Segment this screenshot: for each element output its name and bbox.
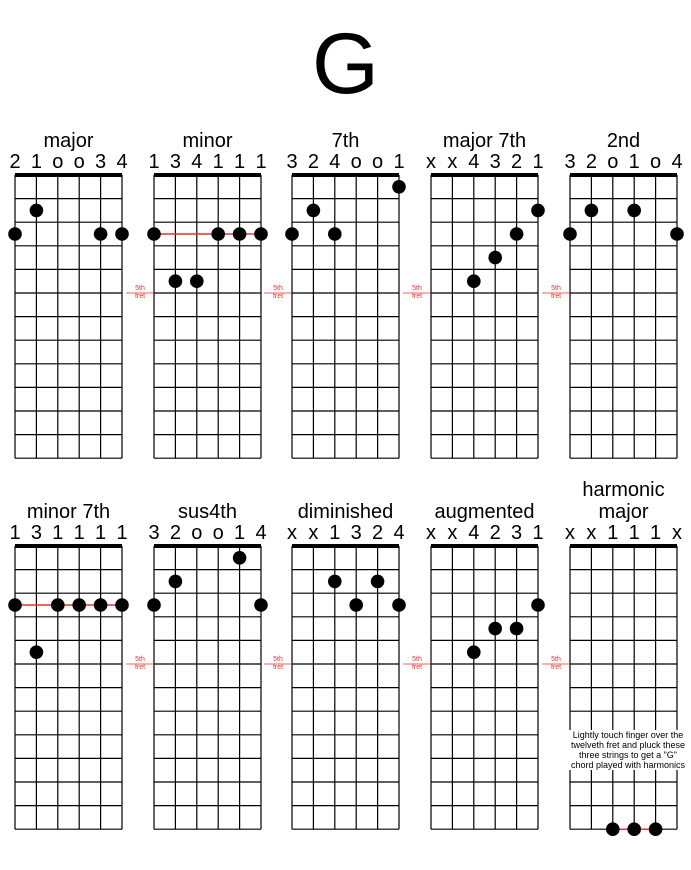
- finger-label: 4: [671, 151, 683, 173]
- finger-label: 1: [212, 151, 224, 173]
- finger-label: 1: [532, 151, 544, 173]
- finger-label: 4: [191, 151, 203, 173]
- finger-label: o: [607, 151, 619, 173]
- fret-marker-label: fret: [411, 293, 423, 300]
- finger-dot: [94, 227, 108, 241]
- finger-label: 1: [532, 522, 544, 544]
- finger-label: o: [191, 522, 203, 544]
- finger-dot: [190, 274, 204, 288]
- chord-name: 2nd: [606, 130, 641, 152]
- finger-dot: [285, 227, 299, 241]
- finger-dot: [627, 822, 641, 836]
- chord-diagram: [126, 130, 268, 458]
- chord-diagram: [8, 130, 129, 458]
- fret-marker-label: fret: [134, 664, 146, 671]
- finger-label: 3: [286, 151, 298, 173]
- finger-dot: [94, 598, 108, 612]
- finger-label: 1: [628, 522, 640, 544]
- finger-dot: [8, 598, 22, 612]
- finger-dot: [467, 274, 481, 288]
- finger-dot: [585, 204, 599, 218]
- finger-dot: [510, 227, 524, 241]
- fret-marker-label: fret: [134, 293, 146, 300]
- finger-label: x: [672, 522, 682, 544]
- finger-dot: [307, 204, 321, 218]
- fret-marker-label: 5th: [551, 285, 561, 292]
- page-title: G: [312, 16, 379, 112]
- fret-marker-label: 5th: [412, 656, 422, 663]
- chord-diagram: [542, 130, 684, 458]
- finger-dot: [488, 622, 502, 636]
- nut: [15, 544, 122, 548]
- finger-label: 1: [30, 151, 42, 173]
- finger-label: o: [350, 151, 362, 173]
- chord-diagram: [403, 130, 545, 458]
- finger-label: 3: [564, 151, 576, 173]
- finger-label: x: [426, 151, 436, 173]
- finger-dot: [254, 598, 268, 612]
- finger-dot: [670, 227, 684, 241]
- nut: [15, 173, 122, 177]
- finger-label: 3: [350, 522, 362, 544]
- chord-diagram: [8, 501, 129, 829]
- finger-label: x: [586, 522, 597, 544]
- finger-dot: [531, 204, 545, 218]
- finger-label: 2: [585, 151, 597, 173]
- finger-label: o: [73, 151, 85, 173]
- finger-label: x: [447, 522, 458, 544]
- finger-dot: [371, 575, 385, 589]
- finger-label: x: [447, 151, 458, 173]
- fret-marker-label: 5th: [135, 285, 145, 292]
- finger-label: o: [372, 151, 384, 173]
- chord-name: harmonic: [582, 479, 665, 501]
- finger-label: 4: [116, 151, 128, 173]
- finger-label: x: [287, 522, 297, 544]
- chord-name: major: [43, 130, 94, 152]
- chord-name: minor 7th: [26, 501, 111, 523]
- finger-label: 3: [95, 151, 107, 173]
- chord-name: sus4th: [178, 501, 237, 523]
- nut: [154, 544, 261, 548]
- fret-marker-label: fret: [550, 293, 562, 300]
- finger-label: 1: [255, 151, 267, 173]
- finger-dot: [147, 227, 161, 241]
- finger-label: 1: [234, 522, 246, 544]
- finger-label: 4: [329, 151, 341, 173]
- nut: [292, 173, 399, 177]
- finger-dot: [8, 227, 22, 241]
- harmonic-instruction-note: Lightly touch finger over the twelveth fret and pluck these three strings to get a "G" chord played with harmonics: [568, 730, 688, 770]
- finger-dot: [328, 227, 342, 241]
- finger-dot: [115, 598, 129, 612]
- finger-dot: [169, 575, 183, 589]
- chord-diagram: [126, 501, 268, 829]
- fret-marker-label: 5th: [412, 285, 422, 292]
- finger-label: 1: [329, 522, 341, 544]
- fret-marker-label: fret: [272, 293, 284, 300]
- finger-dot: [147, 598, 161, 612]
- finger-label: 2: [9, 151, 21, 173]
- finger-label: x: [565, 522, 575, 544]
- finger-label: 3: [30, 522, 42, 544]
- finger-label: 3: [489, 151, 501, 173]
- finger-label: 3: [148, 522, 160, 544]
- chord-name: minor: [182, 130, 233, 152]
- nut: [292, 544, 399, 548]
- finger-dot: [488, 251, 502, 265]
- finger-label: 1: [95, 522, 107, 544]
- finger-dot: [606, 822, 620, 836]
- finger-label: 4: [468, 522, 480, 544]
- finger-label: 2: [169, 522, 181, 544]
- nut: [570, 544, 677, 548]
- finger-dot: [72, 598, 86, 612]
- nut: [154, 173, 261, 177]
- finger-label: o: [52, 151, 64, 173]
- finger-label: 1: [9, 522, 21, 544]
- finger-label: x: [308, 522, 319, 544]
- finger-dot: [627, 204, 641, 218]
- finger-label: 1: [234, 151, 246, 173]
- finger-label: o: [212, 522, 224, 544]
- nut: [431, 173, 538, 177]
- finger-dot: [211, 227, 225, 241]
- finger-label: 1: [52, 522, 64, 544]
- fret-marker-label: 5th: [273, 285, 283, 292]
- chord-diagram: [403, 501, 545, 829]
- finger-label: 4: [255, 522, 267, 544]
- chord-diagram: [264, 501, 406, 829]
- finger-label: 2: [489, 522, 501, 544]
- finger-dot: [233, 227, 247, 241]
- finger-dot: [563, 227, 577, 241]
- fret-marker-label: fret: [411, 664, 423, 671]
- chord-name: augmented: [434, 501, 535, 523]
- finger-label: 3: [511, 522, 523, 544]
- finger-dot: [254, 227, 268, 241]
- finger-label: 1: [628, 151, 640, 173]
- finger-dot: [349, 598, 363, 612]
- finger-dot: [392, 180, 406, 194]
- fret-marker-label: fret: [272, 664, 284, 671]
- finger-label: 3: [169, 151, 181, 173]
- finger-dot: [51, 598, 65, 612]
- chord-name: major: [598, 501, 649, 523]
- finger-label: 1: [650, 522, 662, 544]
- finger-label: 4: [393, 522, 405, 544]
- finger-dot: [115, 227, 129, 241]
- finger-label: 2: [372, 522, 384, 544]
- fret-marker-label: 5th: [273, 656, 283, 663]
- finger-label: 2: [511, 151, 523, 173]
- finger-label: x: [426, 522, 436, 544]
- finger-label: 1: [393, 151, 405, 173]
- finger-label: o: [650, 151, 662, 173]
- finger-dot: [30, 204, 44, 218]
- finger-dot: [531, 598, 545, 612]
- finger-label: 2: [307, 151, 319, 173]
- finger-label: 1: [607, 522, 619, 544]
- chord-name: major 7th: [442, 130, 527, 152]
- fret-marker-label: 5th: [135, 656, 145, 663]
- finger-label: 1: [148, 151, 160, 173]
- fret-marker-label: 5th: [551, 656, 561, 663]
- finger-dot: [233, 551, 247, 565]
- finger-dot: [328, 575, 342, 589]
- chord-name: 7th: [331, 130, 360, 152]
- finger-dot: [510, 622, 524, 636]
- finger-dot: [467, 645, 481, 659]
- nut: [570, 173, 677, 177]
- chord-name: diminished: [297, 501, 394, 523]
- finger-dot: [392, 598, 406, 612]
- finger-dot: [649, 822, 663, 836]
- chord-diagram: [264, 130, 406, 458]
- finger-label: 1: [73, 522, 85, 544]
- finger-label: 1: [116, 522, 128, 544]
- finger-dot: [169, 274, 183, 288]
- finger-label: 4: [468, 151, 480, 173]
- fret-marker-label: fret: [550, 664, 562, 671]
- chord-diagram: [542, 479, 682, 836]
- finger-dot: [30, 645, 44, 659]
- nut: [431, 544, 538, 548]
